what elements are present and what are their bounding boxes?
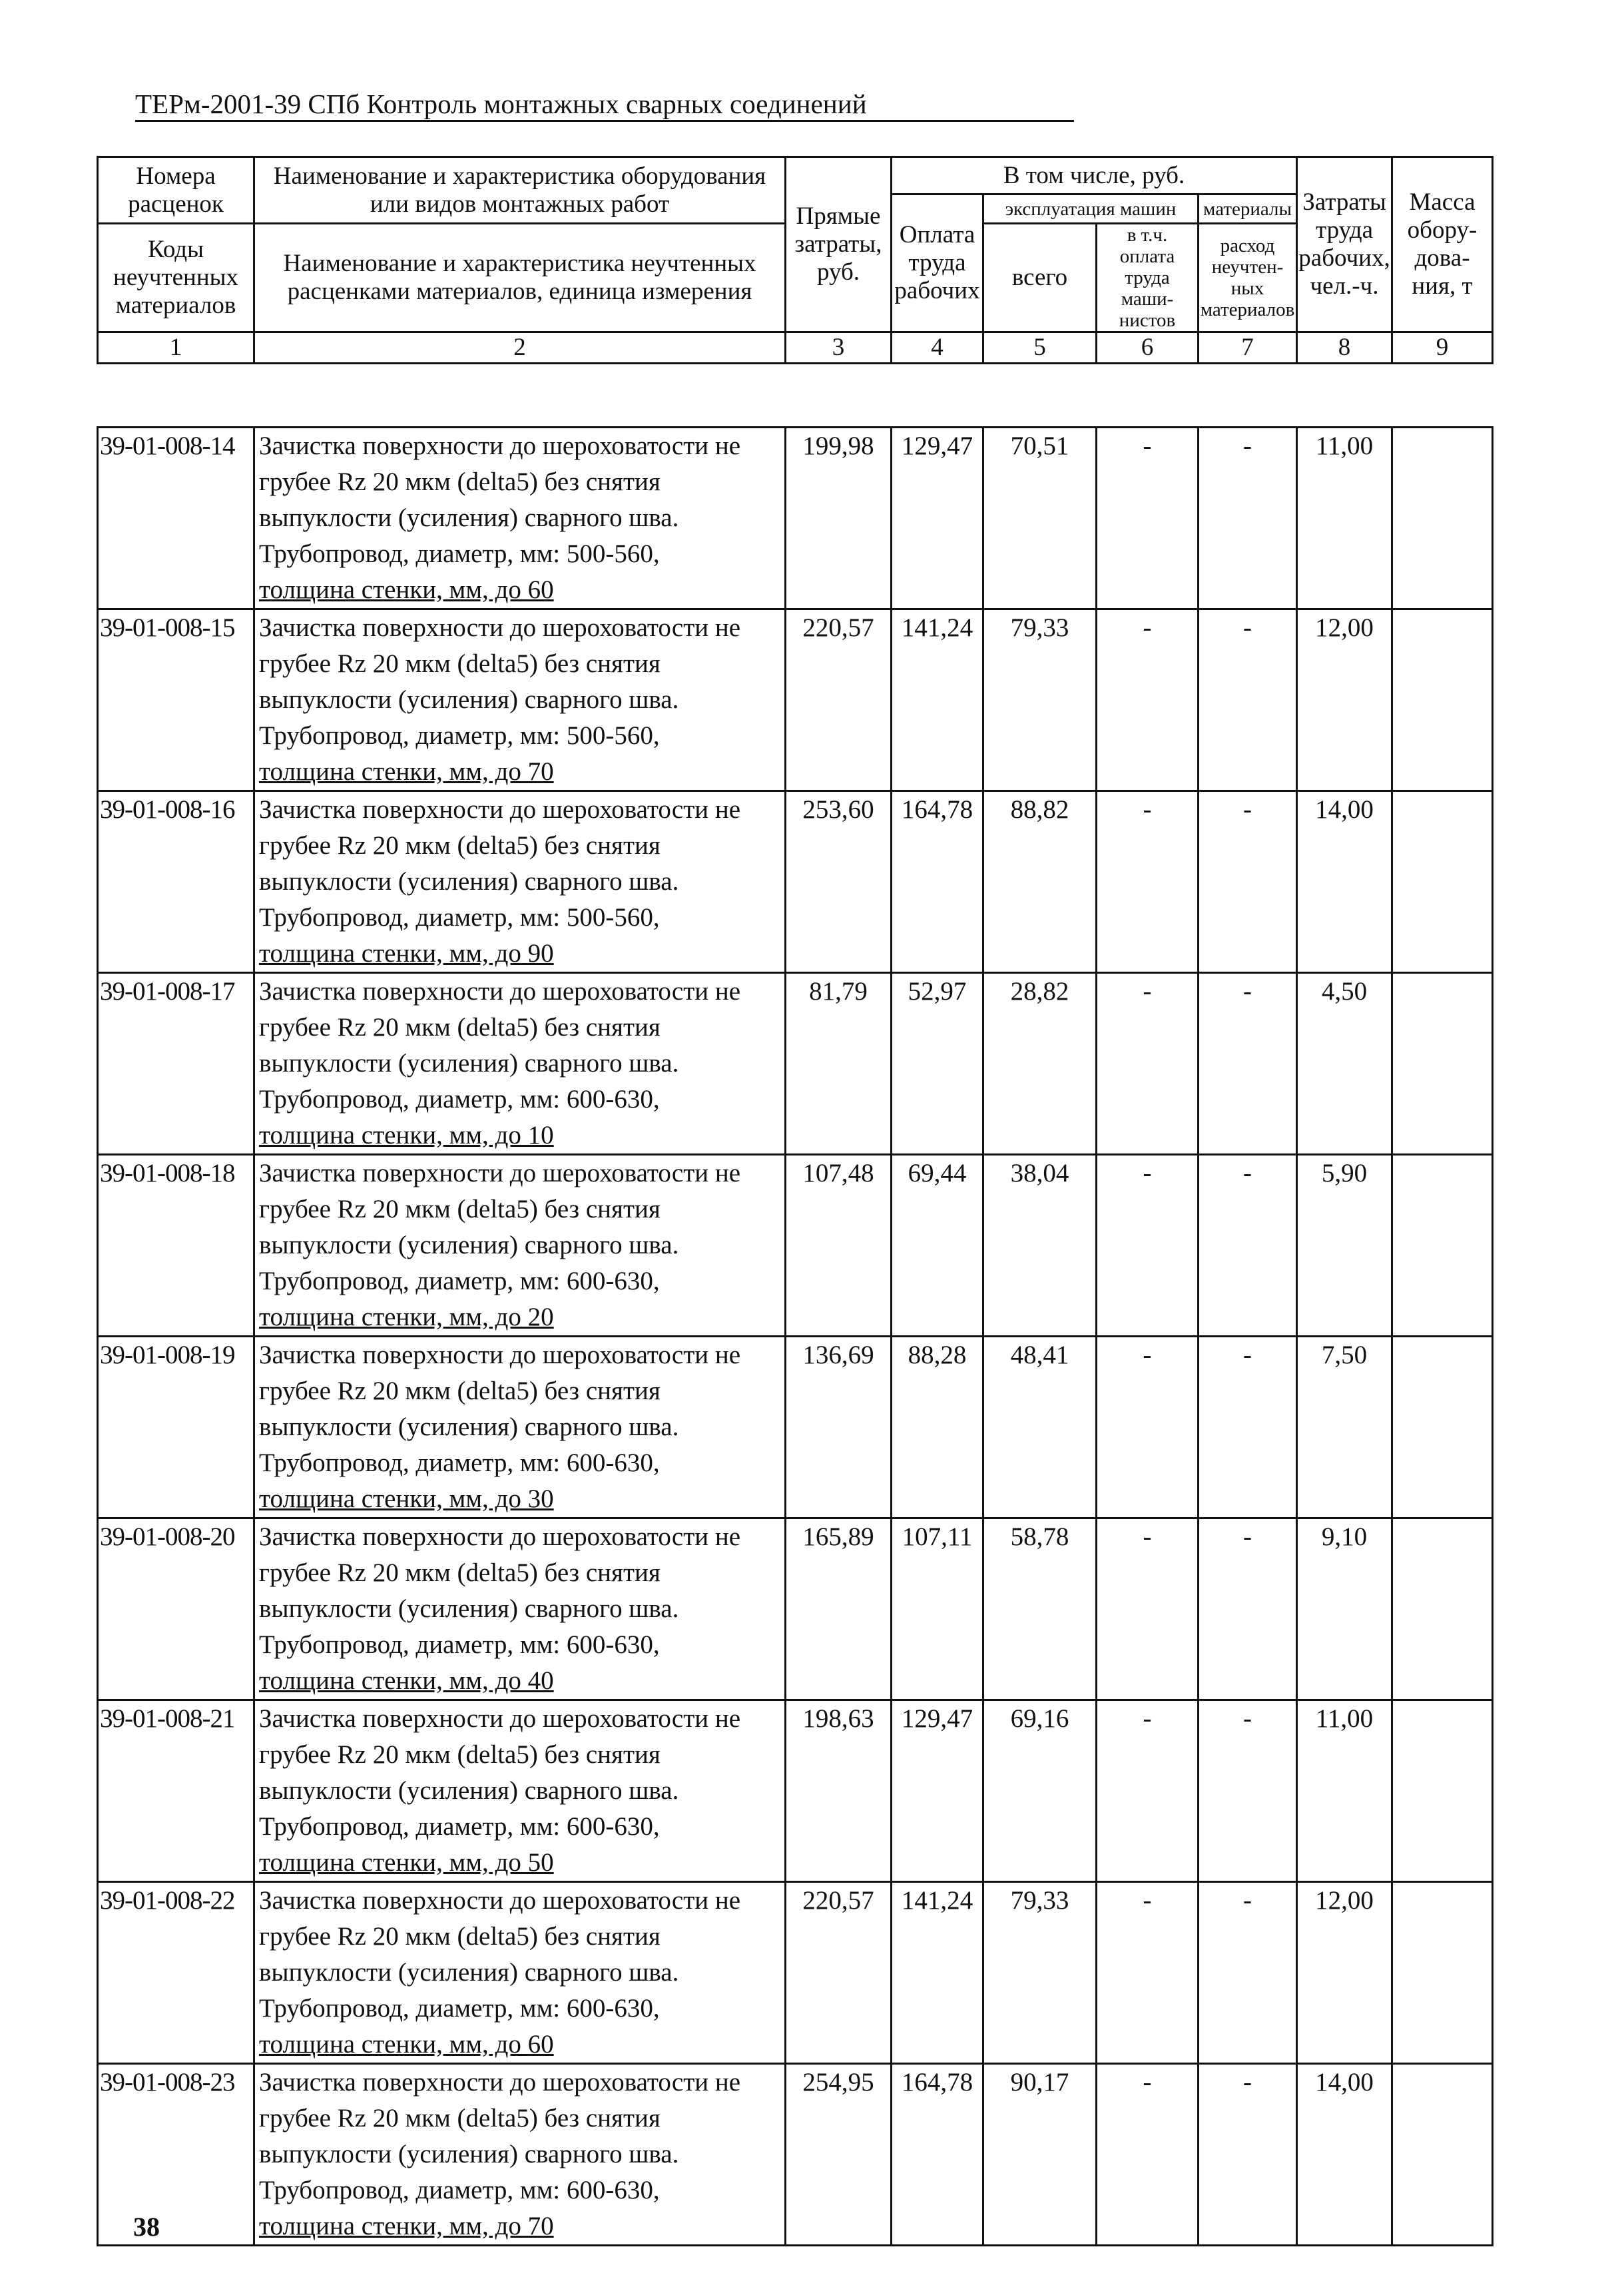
table-row bbox=[98, 973, 1493, 1155]
operator-pay-cell: - bbox=[1097, 1518, 1199, 1700]
description-line: Зачистка поверхности до шероховатости не bbox=[259, 613, 741, 642]
description-line: толщина стенки, мм, до 60 bbox=[259, 575, 554, 604]
description-line: Зачистка поверхности до шероховатости не bbox=[259, 1704, 741, 1733]
labor-hours-cell: 9,10 bbox=[1297, 1518, 1392, 1700]
materials-cell: - bbox=[1199, 428, 1297, 609]
machines-cost-cell: 88,82 bbox=[983, 791, 1097, 973]
mass-cell bbox=[1392, 1337, 1493, 1518]
direct-cost-cell: 136,69 bbox=[786, 1337, 892, 1518]
col-header-direct-costs: Прямые затраты, руб. bbox=[786, 157, 892, 332]
direct-cost-cell: 220,57 bbox=[786, 609, 892, 791]
description-line: Трубопровод, диаметр, мм: 600-630, bbox=[259, 1994, 660, 2023]
description-line: выпуклости (усиления) сварного шва. bbox=[259, 1231, 679, 1259]
description-line: Трубопровод, диаметр, мм: 500-560, bbox=[259, 903, 660, 932]
operator-pay-cell: - bbox=[1097, 1700, 1199, 1882]
description-line: грубее Rz 20 мкм (delta5) без снятия bbox=[259, 649, 661, 678]
description-line: Трубопровод, диаметр, мм: 500-560, bbox=[259, 539, 660, 568]
operator-pay-cell: - bbox=[1097, 1155, 1199, 1337]
direct-cost-cell: 165,89 bbox=[786, 1518, 892, 1700]
materials-cell: - bbox=[1199, 1700, 1297, 1882]
machines-cost-cell: 90,17 bbox=[983, 2064, 1097, 2246]
table-row bbox=[98, 791, 1493, 973]
description-line: Зачистка поверхности до шероховатости не bbox=[259, 795, 741, 824]
description-line: грубее Rz 20 мкм (delta5) без снятия bbox=[259, 2104, 661, 2132]
labor-pay-cell: 129,47 bbox=[892, 428, 983, 609]
materials-cell: - bbox=[1199, 1882, 1297, 2064]
description-line: выпуклости (усиления) сварного шва. bbox=[259, 867, 679, 896]
operator-pay-cell: - bbox=[1097, 609, 1199, 791]
description-line: грубее Rz 20 мкм (delta5) без снятия bbox=[259, 1558, 661, 1587]
table-row bbox=[98, 1155, 1493, 1337]
description-line: выпуклости (усиления) сварного шва. bbox=[259, 1958, 679, 1987]
page-number: 38 bbox=[133, 2212, 160, 2242]
direct-cost-cell: 254,95 bbox=[786, 2064, 892, 2246]
description-line: Зачистка поверхности до шероховатости не bbox=[259, 1341, 741, 1369]
direct-cost-cell: 253,60 bbox=[786, 791, 892, 973]
rate-code-cell: 39-01-008-19 bbox=[98, 1337, 254, 1518]
description-line: толщина стенки, мм, до 60 bbox=[259, 2030, 554, 2059]
labor-hours-cell: 11,00 bbox=[1297, 1700, 1392, 1882]
rate-code-cell: 39-01-008-14 bbox=[98, 428, 254, 609]
col-header-mass: Масса обору-дова-ния, т bbox=[1392, 157, 1493, 332]
machines-cost-cell: 48,41 bbox=[983, 1337, 1097, 1518]
rate-description-cell bbox=[254, 1337, 786, 1518]
mass-cell bbox=[1392, 791, 1493, 973]
operator-pay-cell: - bbox=[1097, 1882, 1199, 2064]
machines-cost-cell: 79,33 bbox=[983, 1882, 1097, 2064]
labor-hours-cell: 5,90 bbox=[1297, 1155, 1392, 1337]
labor-pay-cell: 129,47 bbox=[892, 1700, 983, 1882]
rate-code-cell: 39-01-008-16 bbox=[98, 791, 254, 973]
mass-cell bbox=[1392, 428, 1493, 609]
labor-pay-cell: 164,78 bbox=[892, 791, 983, 973]
mass-cell bbox=[1392, 609, 1493, 791]
operator-pay-cell: - bbox=[1097, 791, 1199, 973]
col-header-operator-pay: в т.ч. оплата труда маши-нистов bbox=[1097, 224, 1199, 332]
col-number: 6 bbox=[1097, 332, 1199, 364]
materials-cell: - bbox=[1199, 1518, 1297, 1700]
description-line: толщина стенки, мм, до 30 bbox=[259, 1484, 554, 1513]
description-line: толщина стенки, мм, до 40 bbox=[259, 1666, 554, 1695]
col-number: 1 bbox=[98, 332, 254, 364]
header-rule bbox=[135, 120, 1074, 122]
rate-description-cell bbox=[254, 1155, 786, 1337]
machines-cost-cell: 69,16 bbox=[983, 1700, 1097, 1882]
col-number: 5 bbox=[983, 332, 1097, 364]
rate-description-cell bbox=[254, 973, 786, 1155]
direct-cost-cell: 220,57 bbox=[786, 1882, 892, 2064]
description-line: грубее Rz 20 мкм (delta5) без снятия bbox=[259, 1922, 661, 1951]
description-line: выпуклости (усиления) сварного шва. bbox=[259, 1049, 679, 1078]
col-header-codes-bottom: Коды неучтенных материалов bbox=[98, 224, 254, 332]
rate-description-cell bbox=[254, 791, 786, 973]
col-header-labor-hours: Затраты труда рабочих, чел.-ч. bbox=[1297, 157, 1392, 332]
machines-cost-cell: 70,51 bbox=[983, 428, 1097, 609]
rate-code-cell: 39-01-008-15 bbox=[98, 609, 254, 791]
direct-cost-cell: 198,63 bbox=[786, 1700, 892, 1882]
description-line: грубее Rz 20 мкм (delta5) без снятия bbox=[259, 1740, 661, 1769]
col-number: 7 bbox=[1199, 332, 1297, 364]
description-line: толщина стенки, мм, до 90 bbox=[259, 939, 554, 968]
table-row bbox=[98, 428, 1493, 609]
col-header-materials-usage: расход неучтен-ных материалов bbox=[1199, 224, 1297, 332]
description-line: толщина стенки, мм, до 50 bbox=[259, 1848, 554, 1877]
rate-code-cell: 39-01-008-22 bbox=[98, 1882, 254, 2064]
labor-hours-cell: 14,00 bbox=[1297, 2064, 1392, 2246]
labor-pay-cell: 88,28 bbox=[892, 1337, 983, 1518]
description-line: Зачистка поверхности до шероховатости не bbox=[259, 432, 741, 460]
description-line: грубее Rz 20 мкм (delta5) без снятия bbox=[259, 1377, 661, 1405]
rate-code-cell: 39-01-008-23 bbox=[98, 2064, 254, 2246]
mass-cell bbox=[1392, 1518, 1493, 1700]
col-number: 2 bbox=[254, 332, 786, 364]
machines-cost-cell: 58,78 bbox=[983, 1518, 1097, 1700]
machines-cost-cell: 79,33 bbox=[983, 609, 1097, 791]
rate-code-cell: 39-01-008-17 bbox=[98, 973, 254, 1155]
rate-description-cell bbox=[254, 609, 786, 791]
labor-hours-cell: 7,50 bbox=[1297, 1337, 1392, 1518]
table-row bbox=[98, 2064, 1493, 2246]
description-line: Трубопровод, диаметр, мм: 600-630, bbox=[259, 2176, 660, 2204]
description-line: Зачистка поверхности до шероховатости не bbox=[259, 1522, 741, 1551]
rate-description-cell bbox=[254, 1700, 786, 1882]
description-line: толщина стенки, мм, до 10 bbox=[259, 1121, 554, 1149]
labor-pay-cell: 107,11 bbox=[892, 1518, 983, 1700]
description-line: Трубопровод, диаметр, мм: 600-630, bbox=[259, 1449, 660, 1477]
col-number: 3 bbox=[786, 332, 892, 364]
description-line: Трубопровод, диаметр, мм: 600-630, bbox=[259, 1630, 660, 1659]
col-header-group-including: В том числе, руб. bbox=[892, 157, 1297, 194]
rate-code-cell: 39-01-008-21 bbox=[98, 1700, 254, 1882]
materials-cell: - bbox=[1199, 791, 1297, 973]
machines-cost-cell: 38,04 bbox=[983, 1155, 1097, 1337]
materials-cell: - bbox=[1199, 609, 1297, 791]
direct-cost-cell: 81,79 bbox=[786, 973, 892, 1155]
rate-description-cell bbox=[254, 1518, 786, 1700]
description-line: Трубопровод, диаметр, мм: 600-630, bbox=[259, 1812, 660, 1841]
mass-cell bbox=[1392, 2064, 1493, 2246]
rates-table bbox=[97, 426, 1493, 2246]
operator-pay-cell: - bbox=[1097, 428, 1199, 609]
page-header-title: ТЕРм-2001-39 СПб Контроль монтажных сварных соединений bbox=[135, 89, 867, 119]
rate-code-cell: 39-01-008-20 bbox=[98, 1518, 254, 1700]
col-number: 9 bbox=[1392, 332, 1493, 364]
description-line: Зачистка поверхности до шероховатости не bbox=[259, 1886, 741, 1915]
col-header-machines-total: всего bbox=[983, 224, 1097, 332]
col-header-group-machines: эксплуатация машин bbox=[983, 194, 1199, 224]
labor-pay-cell: 69,44 bbox=[892, 1155, 983, 1337]
materials-cell: - bbox=[1199, 2064, 1297, 2246]
description-line: толщина стенки, мм, до 70 bbox=[259, 2212, 554, 2240]
description-line: грубее Rz 20 мкм (delta5) без снятия bbox=[259, 831, 661, 860]
description-line: толщина стенки, мм, до 20 bbox=[259, 1303, 554, 1331]
description-line: выпуклости (усиления) сварного шва. bbox=[259, 1413, 679, 1441]
machines-cost-cell: 28,82 bbox=[983, 973, 1097, 1155]
col-header-labor-pay: Оплата труда рабочих bbox=[892, 194, 983, 332]
description-line: грубее Rz 20 мкм (delta5) без снятия bbox=[259, 468, 661, 496]
labor-hours-cell: 12,00 bbox=[1297, 1882, 1392, 2064]
mass-cell bbox=[1392, 1155, 1493, 1337]
table-row bbox=[98, 1518, 1493, 1700]
table-row bbox=[98, 1337, 1493, 1518]
description-line: Зачистка поверхности до шероховатости не bbox=[259, 977, 741, 1006]
description-line: Трубопровод, диаметр, мм: 600-630, bbox=[259, 1267, 660, 1295]
mass-cell bbox=[1392, 1700, 1493, 1882]
description-line: выпуклости (усиления) сварного шва. bbox=[259, 1594, 679, 1623]
table-header bbox=[97, 156, 1493, 364]
description-line: выпуклости (усиления) сварного шва. bbox=[259, 503, 679, 532]
mass-cell bbox=[1392, 973, 1493, 1155]
description-line: грубее Rz 20 мкм (delta5) без снятия bbox=[259, 1013, 661, 1042]
rate-description-cell bbox=[254, 428, 786, 609]
description-line: грубее Rz 20 мкм (delta5) без снятия bbox=[259, 1195, 661, 1223]
col-header-name-top: Наименование и характеристика оборудования или видов монтажных работ bbox=[254, 157, 786, 224]
labor-hours-cell: 14,00 bbox=[1297, 791, 1392, 973]
labor-pay-cell: 141,24 bbox=[892, 1882, 983, 2064]
operator-pay-cell: - bbox=[1097, 2064, 1199, 2246]
description-line: толщина стенки, мм, до 70 bbox=[259, 757, 554, 786]
description-line: выпуклости (усиления) сварного шва. bbox=[259, 1776, 679, 1805]
rate-description-cell bbox=[254, 1882, 786, 2064]
rate-code-cell: 39-01-008-18 bbox=[98, 1155, 254, 1337]
description-line: Зачистка поверхности до шероховатости не bbox=[259, 1159, 741, 1187]
mass-cell bbox=[1392, 1882, 1493, 2064]
description-line: Трубопровод, диаметр, мм: 500-560, bbox=[259, 721, 660, 750]
description-line: выпуклости (усиления) сварного шва. bbox=[259, 685, 679, 714]
materials-cell: - bbox=[1199, 973, 1297, 1155]
materials-cell: - bbox=[1199, 1337, 1297, 1518]
rate-description-cell bbox=[254, 2064, 786, 2246]
labor-hours-cell: 11,00 bbox=[1297, 428, 1392, 609]
labor-hours-cell: 12,00 bbox=[1297, 609, 1392, 791]
operator-pay-cell: - bbox=[1097, 1337, 1199, 1518]
col-header-codes-top: Номера расценок bbox=[98, 157, 254, 224]
description-line: Трубопровод, диаметр, мм: 600-630, bbox=[259, 1085, 660, 1114]
description-line: Зачистка поверхности до шероховатости не bbox=[259, 2068, 741, 2097]
table-row bbox=[98, 1882, 1493, 2064]
labor-hours-cell: 4,50 bbox=[1297, 973, 1392, 1155]
col-number: 8 bbox=[1297, 332, 1392, 364]
table-row bbox=[98, 609, 1493, 791]
direct-cost-cell: 107,48 bbox=[786, 1155, 892, 1337]
labor-pay-cell: 141,24 bbox=[892, 609, 983, 791]
col-header-name-bottom: Наименование и характеристика неучтенных расценками материалов, единица измерения bbox=[254, 224, 786, 332]
table-row bbox=[98, 1700, 1493, 1882]
col-header-group-materials: материалы bbox=[1199, 194, 1297, 224]
labor-pay-cell: 52,97 bbox=[892, 973, 983, 1155]
col-number: 4 bbox=[892, 332, 983, 364]
description-line: выпуклости (усиления) сварного шва. bbox=[259, 2140, 679, 2168]
materials-cell: - bbox=[1199, 1155, 1297, 1337]
operator-pay-cell: - bbox=[1097, 973, 1199, 1155]
labor-pay-cell: 164,78 bbox=[892, 2064, 983, 2246]
direct-cost-cell: 199,98 bbox=[786, 428, 892, 609]
